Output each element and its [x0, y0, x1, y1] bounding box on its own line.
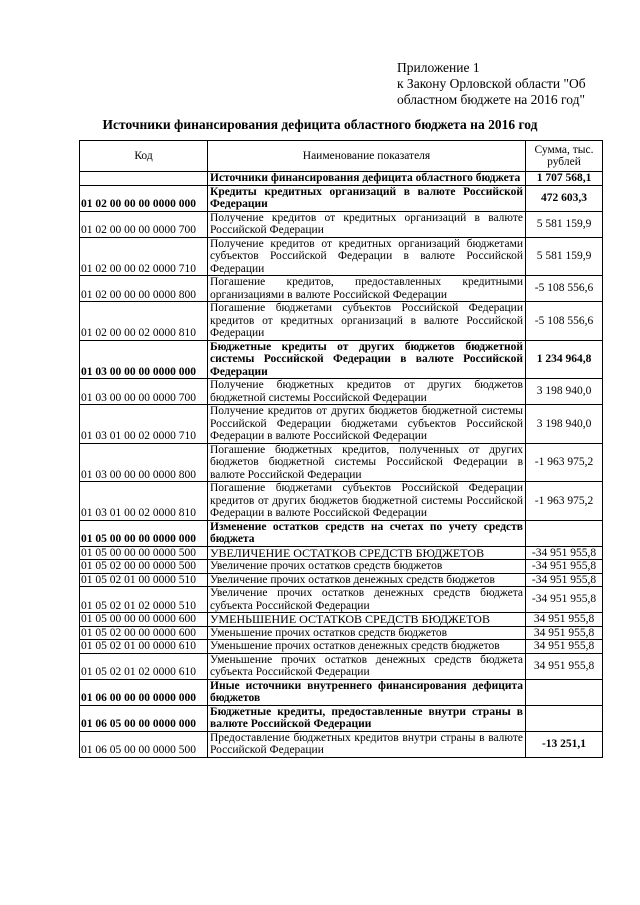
row-sum: 34 951 955,8 [526, 626, 603, 640]
row-code: 01 02 00 00 02 0000 810 [80, 302, 208, 341]
table-row [80, 211, 603, 237]
appendix-note [397, 60, 602, 108]
row-code: 01 03 00 00 00 0000 800 [80, 443, 208, 482]
row-sum: 1 707 568,1 [526, 172, 603, 186]
row-name: Получение кредитов от других бюджетов бюджетной системы Российской Федерации бюджетами субъектов Российской Федерации в валюте Российской Федерации [208, 405, 526, 444]
row-sum: -34 951 955,8 [526, 587, 603, 613]
row-sum: -34 951 955,8 [526, 573, 603, 587]
row-name: Увеличение прочих остатков денежных средств бюджета субъекта Российской Федерации [208, 587, 526, 613]
table-row [80, 640, 603, 654]
row-name: Предоставление бюджетных кредитов внутри страны в валюте Российской Федерации [208, 731, 526, 757]
row-code: 01 06 00 00 00 0000 000 [80, 679, 208, 705]
row-sum: -34 951 955,8 [526, 546, 603, 560]
table-row [80, 302, 603, 341]
row-code: 01 05 02 00 00 0000 500 [80, 560, 208, 574]
row-code: 01 03 00 00 00 0000 700 [80, 379, 208, 405]
header-code: Код [80, 141, 208, 172]
row-name: Погашение бюджетами субъектов Российской Федерации кредитов от кредитных организаций в валюте Российской Федерации [208, 302, 526, 341]
row-name: Увеличение прочих остатков денежных средств бюджетов [208, 573, 526, 587]
row-code: 01 03 01 00 02 0000 710 [80, 405, 208, 444]
table-row [80, 679, 603, 705]
document-title: Источники финансирования дефицита областного бюджета на 2016 год [102, 117, 538, 132]
row-sum: -5 108 556,6 [526, 276, 603, 302]
table-row [80, 546, 603, 560]
appendix-line-1: Приложение 1 [397, 60, 480, 75]
table-row [80, 172, 603, 186]
row-code: 01 05 00 00 00 0000 500 [80, 546, 208, 560]
row-name: Получение бюджетных кредитов от других бюджетов бюджетной системы Российской Федерации [208, 379, 526, 405]
header-name: Наименование показателя [208, 141, 526, 172]
row-sum: 34 951 955,8 [526, 613, 603, 627]
row-sum: 3 198 940,0 [526, 379, 603, 405]
row-code: 01 02 00 00 02 0000 710 [80, 237, 208, 276]
row-name: Увеличение прочих остатков средств бюджетов [208, 560, 526, 574]
table-row [80, 276, 603, 302]
row-name: Бюджетные кредиты, предоставленные внутри страны в валюте Российской Федерации [208, 705, 526, 731]
row-name: Погашение кредитов, предоставленных кредитными организациями в валюте Российской Федерации [208, 276, 526, 302]
row-sum: 5 581 159,9 [526, 211, 603, 237]
row-sum: 34 951 955,8 [526, 653, 603, 679]
table-row [80, 587, 603, 613]
table-row [80, 560, 603, 574]
table-row [80, 626, 603, 640]
row-name: Получение кредитов от кредитных организаций бюджетами субъектов Российской Федерации в валюте Российской Федерации [208, 237, 526, 276]
table-row [80, 379, 603, 405]
row-sum: 472 603,3 [526, 185, 603, 211]
table-row [80, 705, 603, 731]
row-name: Уменьшение прочих остатков денежных средств бюджетов [208, 640, 526, 654]
row-code [80, 172, 208, 186]
row-code: 01 06 05 00 00 0000 500 [80, 731, 208, 757]
table-row [80, 482, 603, 521]
row-sum: 5 581 159,9 [526, 237, 603, 276]
row-name: УВЕЛИЧЕНИЕ ОСТАТКОВ СРЕДСТВ БЮДЖЕТОВ [208, 546, 526, 560]
table-row [80, 185, 603, 211]
row-sum: 1 234 964,8 [526, 340, 603, 379]
row-code: 01 05 02 00 00 0000 600 [80, 626, 208, 640]
table-row [80, 731, 603, 757]
row-sum: 3 198 940,0 [526, 405, 603, 444]
table-row [80, 340, 603, 379]
row-code: 01 05 02 01 00 0000 610 [80, 640, 208, 654]
row-sum [526, 705, 603, 731]
financing-sources-table [79, 140, 603, 758]
row-name: Получение кредитов от кредитных организаций в валюте Российской Федерации [208, 211, 526, 237]
table-row [80, 573, 603, 587]
table-row [80, 405, 603, 444]
row-name: Бюджетные кредиты от других бюджетов бюджетной системы Российской Федерации в валюте Российской Федерации [208, 340, 526, 379]
table-header-row [80, 141, 603, 172]
row-code: 01 03 01 00 02 0000 810 [80, 482, 208, 521]
row-sum: -34 951 955,8 [526, 560, 603, 574]
row-code: 01 05 02 01 02 0000 510 [80, 587, 208, 613]
row-code: 01 06 05 00 00 0000 000 [80, 705, 208, 731]
row-code: 01 05 02 01 00 0000 510 [80, 573, 208, 587]
table-row [80, 613, 603, 627]
table-row [80, 653, 603, 679]
row-code: 01 02 00 00 00 0000 800 [80, 276, 208, 302]
row-name: УМЕНЬШЕНИЕ ОСТАТКОВ СРЕДСТВ БЮДЖЕТОВ [208, 613, 526, 627]
row-name: Уменьшение прочих остатков денежных средств бюджета субъекта Российской Федерации [208, 653, 526, 679]
row-name: Изменение остатков средств на счетах по учету средств бюджета [208, 520, 526, 546]
row-sum: -1 963 975,2 [526, 482, 603, 521]
row-code: 01 03 00 00 00 0000 000 [80, 340, 208, 379]
row-name: Погашение бюджетных кредитов, полученных от других бюджетов бюджетной системы Российской Федерации в валюте Российской Федерации [208, 443, 526, 482]
table-row [80, 237, 603, 276]
row-code: 01 02 00 00 00 0000 000 [80, 185, 208, 211]
appendix-line-3: областном бюджете на 2016 год" [397, 92, 585, 107]
appendix-line-2: к Закону Орловской области "Об [397, 76, 586, 91]
table-row [80, 443, 603, 482]
row-name: Кредиты кредитных организаций в валюте Российской Федерации [208, 185, 526, 211]
row-sum: -5 108 556,6 [526, 302, 603, 341]
row-sum: -1 963 975,2 [526, 443, 603, 482]
row-name: Иные источники внутреннего финансирования дефицита бюджетов [208, 679, 526, 705]
row-code: 01 05 00 00 00 0000 000 [80, 520, 208, 546]
row-sum: -13 251,1 [526, 731, 603, 757]
row-sum [526, 679, 603, 705]
header-sum: Сумма, тыс. рублей [526, 141, 603, 172]
row-code: 01 05 02 01 02 0000 610 [80, 653, 208, 679]
row-code: 01 02 00 00 00 0000 700 [80, 211, 208, 237]
table-row [80, 520, 603, 546]
row-code: 01 05 00 00 00 0000 600 [80, 613, 208, 627]
row-sum [526, 520, 603, 546]
table-body [80, 172, 603, 758]
row-sum: 34 951 955,8 [526, 640, 603, 654]
row-name: Погашение бюджетами субъектов Российской Федерации кредитов от других бюджетов бюджетной системы Российской Федерации в валюте Российской Федерации [208, 482, 526, 521]
row-name: Источники финансирования дефицита областного бюджета [208, 172, 526, 186]
row-name: Уменьшение прочих остатков средств бюджетов [208, 626, 526, 640]
